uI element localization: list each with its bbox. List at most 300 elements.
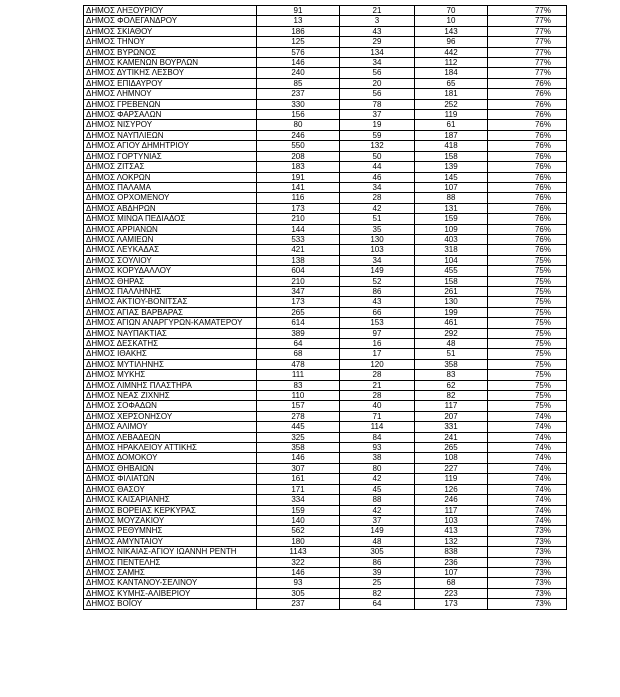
value-cell-1: 576: [257, 47, 340, 57]
table-row: [84, 120, 567, 130]
value-cell-3: 236: [415, 557, 488, 567]
value-cell-1: 305: [257, 588, 340, 598]
percent-cell: 73%: [488, 547, 567, 557]
value-cell-1: 157: [257, 401, 340, 411]
value-cell-3: 159: [415, 214, 488, 224]
municipality-cell: ΔΗΜΟΣ ΚΑΜΕΝΩΝ ΒΟΥΡΛΩΝ: [84, 58, 257, 68]
table-row: [84, 318, 567, 328]
value-cell-2: 50: [340, 151, 415, 161]
value-cell-3: 403: [415, 234, 488, 244]
municipality-cell: ΔΗΜΟΣ ΛΑΜΙΕΩΝ: [84, 234, 257, 244]
table-row: [84, 214, 567, 224]
municipality-cell: ΔΗΜΟΣ ΧΕΡΣΟΝΗΣΟΥ: [84, 411, 257, 421]
value-cell-2: 42: [340, 474, 415, 484]
value-cell-1: 146: [257, 567, 340, 577]
value-cell-2: 97: [340, 328, 415, 338]
percent-cell: 76%: [488, 89, 567, 99]
percent-cell: 74%: [488, 443, 567, 453]
value-cell-2: 86: [340, 557, 415, 567]
percent-cell: 77%: [488, 16, 567, 26]
value-cell-1: 146: [257, 58, 340, 68]
value-cell-1: 334: [257, 495, 340, 505]
municipality-cell: ΔΗΜΟΣ ΛΗΞΟΥΡΙΟΥ: [84, 6, 257, 16]
value-cell-1: 533: [257, 234, 340, 244]
municipality-cell: ΔΗΜΟΣ ΣΟΦΑΔΩΝ: [84, 401, 257, 411]
percent-cell: 76%: [488, 141, 567, 151]
municipality-cell: ΔΗΜΟΣ ΒΟΪΟΥ: [84, 599, 257, 609]
value-cell-3: 117: [415, 401, 488, 411]
percent-cell: 76%: [488, 99, 567, 109]
table-row: [84, 536, 567, 546]
value-cell-1: 85: [257, 78, 340, 88]
value-cell-2: 149: [340, 266, 415, 276]
value-cell-2: 48: [340, 536, 415, 546]
municipality-cell: ΔΗΜΟΣ ΘΗΡΑΣ: [84, 276, 257, 286]
municipality-cell: ΔΗΜΟΣ ΑΒΔΗΡΩΝ: [84, 203, 257, 213]
value-cell-1: 445: [257, 422, 340, 432]
table-row: [84, 484, 567, 494]
value-cell-1: 173: [257, 297, 340, 307]
table-row: [84, 505, 567, 515]
percent-cell: 75%: [488, 391, 567, 401]
table-row: [84, 234, 567, 244]
table-row: [84, 526, 567, 536]
percent-cell: 74%: [488, 484, 567, 494]
value-cell-2: 45: [340, 484, 415, 494]
value-cell-1: 237: [257, 599, 340, 609]
value-cell-2: 93: [340, 443, 415, 453]
percent-cell: 75%: [488, 370, 567, 380]
table-row: [84, 193, 567, 203]
value-cell-3: 246: [415, 495, 488, 505]
percent-cell: 75%: [488, 297, 567, 307]
table-row: [84, 515, 567, 525]
percent-cell: 74%: [488, 463, 567, 473]
value-cell-2: 42: [340, 505, 415, 515]
value-cell-2: 56: [340, 68, 415, 78]
value-cell-2: 34: [340, 58, 415, 68]
value-cell-3: 223: [415, 588, 488, 598]
percent-cell: 75%: [488, 328, 567, 338]
value-cell-1: 116: [257, 193, 340, 203]
percent-cell: 73%: [488, 578, 567, 588]
value-cell-1: 171: [257, 484, 340, 494]
municipality-cell: ΔΗΜΟΣ ΦΙΛΙΑΤΩΝ: [84, 474, 257, 484]
table-row: [84, 557, 567, 567]
value-cell-1: 110: [257, 391, 340, 401]
percent-cell: 73%: [488, 536, 567, 546]
value-cell-3: 130: [415, 297, 488, 307]
value-cell-3: 126: [415, 484, 488, 494]
table-row: [84, 349, 567, 359]
percent-cell: 76%: [488, 234, 567, 244]
municipality-cell: ΔΗΜΟΣ ΤΗΝΟΥ: [84, 37, 257, 47]
value-cell-2: 40: [340, 401, 415, 411]
table-row: [84, 411, 567, 421]
table-row: [84, 339, 567, 349]
percent-cell: 74%: [488, 474, 567, 484]
value-cell-1: 64: [257, 339, 340, 349]
value-cell-1: 307: [257, 463, 340, 473]
value-cell-2: 66: [340, 307, 415, 317]
value-cell-2: 44: [340, 162, 415, 172]
municipality-cell: ΔΗΜΟΣ ΦΑΡΣΑΛΩΝ: [84, 110, 257, 120]
value-cell-2: 88: [340, 495, 415, 505]
value-cell-2: 71: [340, 411, 415, 421]
value-cell-2: 86: [340, 286, 415, 296]
value-cell-3: 117: [415, 505, 488, 515]
value-cell-2: 46: [340, 172, 415, 182]
table-row: [84, 151, 567, 161]
value-cell-1: 278: [257, 411, 340, 421]
municipality-cell: ΔΗΜΟΣ ΚΟΡΥΔΑΛΛΟΥ: [84, 266, 257, 276]
percent-cell: 76%: [488, 245, 567, 255]
municipality-cell: ΔΗΜΟΣ ΛΟΚΡΩΝ: [84, 172, 257, 182]
value-cell-2: 28: [340, 370, 415, 380]
value-cell-1: 358: [257, 443, 340, 453]
value-cell-3: 199: [415, 307, 488, 317]
municipality-cell: ΔΗΜΟΣ ΚΑΙΣΑΡΙΑΝΗΣ: [84, 495, 257, 505]
table-row: [84, 26, 567, 36]
value-cell-3: 88: [415, 193, 488, 203]
table-row: [84, 401, 567, 411]
percent-cell: 77%: [488, 6, 567, 16]
table-row: [84, 58, 567, 68]
table-row: [84, 99, 567, 109]
value-cell-3: 131: [415, 203, 488, 213]
municipality-cell: ΔΗΜΟΣ ΑΚΤΙΟΥ-ΒΟΝΙΤΣΑΣ: [84, 297, 257, 307]
value-cell-3: 83: [415, 370, 488, 380]
value-cell-3: 107: [415, 182, 488, 192]
municipality-cell: ΔΗΜΟΣ ΓΡΕΒΕΝΩΝ: [84, 99, 257, 109]
percent-cell: 76%: [488, 120, 567, 130]
table-row: [84, 110, 567, 120]
table-row: [84, 453, 567, 463]
value-cell-1: 240: [257, 68, 340, 78]
municipality-cell: ΔΗΜΟΣ ΝΙΚΑΙΑΣ-ΑΓΙΟΥ ΙΩΑΝΝΗ ΡΕΝΤΗ: [84, 547, 257, 557]
table-row: [84, 588, 567, 598]
value-cell-3: 261: [415, 286, 488, 296]
table-row: [84, 6, 567, 16]
percent-cell: 76%: [488, 162, 567, 172]
percent-cell: 76%: [488, 78, 567, 88]
percent-cell: 73%: [488, 526, 567, 536]
value-cell-3: 207: [415, 411, 488, 421]
value-cell-3: 158: [415, 276, 488, 286]
value-cell-3: 119: [415, 474, 488, 484]
value-cell-3: 104: [415, 255, 488, 265]
value-cell-3: 139: [415, 162, 488, 172]
municipality-cell: ΔΗΜΟΣ ΘΑΣΟΥ: [84, 484, 257, 494]
value-cell-2: 17: [340, 349, 415, 359]
value-cell-3: 109: [415, 224, 488, 234]
table-row: [84, 224, 567, 234]
municipality-cell: ΔΗΜΟΣ ΑΓΙΩΝ ΑΝΑΡΓΥΡΩΝ-ΚΑΜΑΤΕΡΟΥ: [84, 318, 257, 328]
value-cell-2: 25: [340, 578, 415, 588]
value-cell-1: 186: [257, 26, 340, 36]
value-cell-3: 51: [415, 349, 488, 359]
percent-cell: 77%: [488, 26, 567, 36]
value-cell-2: 21: [340, 380, 415, 390]
value-cell-1: 265: [257, 307, 340, 317]
table-row: [84, 297, 567, 307]
percent-cell: 75%: [488, 359, 567, 369]
value-cell-3: 119: [415, 110, 488, 120]
municipality-cell: ΔΗΜΟΣ ΠΑΛΛΗΝΗΣ: [84, 286, 257, 296]
value-cell-3: 112: [415, 58, 488, 68]
value-cell-3: 252: [415, 99, 488, 109]
value-cell-2: 28: [340, 193, 415, 203]
value-cell-1: 140: [257, 515, 340, 525]
value-cell-2: 64: [340, 599, 415, 609]
table-row: [84, 276, 567, 286]
value-cell-3: 292: [415, 328, 488, 338]
value-cell-2: 20: [340, 78, 415, 88]
table-row: [84, 68, 567, 78]
value-cell-1: 13: [257, 16, 340, 26]
value-cell-2: 134: [340, 47, 415, 57]
percent-cell: 76%: [488, 151, 567, 161]
municipality-cell: ΔΗΜΟΣ ΝΑΥΠΛΙΕΩΝ: [84, 130, 257, 140]
value-cell-3: 96: [415, 37, 488, 47]
value-cell-1: 614: [257, 318, 340, 328]
table-row: [84, 495, 567, 505]
municipality-cell: ΔΗΜΟΣ ΑΓΙΟΥ ΔΗΜΗΤΡΙΟΥ: [84, 141, 257, 151]
table-row: [84, 286, 567, 296]
value-cell-1: 144: [257, 224, 340, 234]
value-cell-1: 389: [257, 328, 340, 338]
value-cell-2: 19: [340, 120, 415, 130]
table-row: [84, 37, 567, 47]
value-cell-1: 80: [257, 120, 340, 130]
value-cell-2: 80: [340, 463, 415, 473]
municipality-cell: ΔΗΜΟΣ ΑΓΙΑΣ ΒΑΡΒΑΡΑΣ: [84, 307, 257, 317]
value-cell-2: 52: [340, 276, 415, 286]
value-cell-2: 56: [340, 89, 415, 99]
value-cell-3: 265: [415, 443, 488, 453]
table-row: [84, 599, 567, 609]
table-row: [84, 432, 567, 442]
percent-cell: 73%: [488, 557, 567, 567]
value-cell-3: 187: [415, 130, 488, 140]
municipality-cell: ΔΗΜΟΣ ΑΛΙΜΟΥ: [84, 422, 257, 432]
value-cell-1: 604: [257, 266, 340, 276]
municipality-cell: ΔΗΜΟΣ ΙΘΑΚΗΣ: [84, 349, 257, 359]
table-body: [84, 6, 567, 610]
municipality-cell: ΔΗΜΟΣ ΣΑΜΗΣ: [84, 567, 257, 577]
percent-cell: 76%: [488, 130, 567, 140]
value-cell-2: 34: [340, 182, 415, 192]
value-cell-1: 1143: [257, 547, 340, 557]
municipality-cell: ΔΗΜΟΣ ΕΠΙΔΑΥΡΟΥ: [84, 78, 257, 88]
percent-cell: 73%: [488, 588, 567, 598]
value-cell-3: 455: [415, 266, 488, 276]
value-cell-1: 210: [257, 214, 340, 224]
value-cell-2: 149: [340, 526, 415, 536]
value-cell-2: 37: [340, 110, 415, 120]
value-cell-1: 237: [257, 89, 340, 99]
municipality-cell: ΔΗΜΟΣ ΒΟΡΕΙΑΣ ΚΕΡΚΥΡΑΣ: [84, 505, 257, 515]
value-cell-1: 125: [257, 37, 340, 47]
table-row: [84, 141, 567, 151]
value-cell-3: 107: [415, 567, 488, 577]
value-cell-2: 153: [340, 318, 415, 328]
table-row: [84, 474, 567, 484]
table-row: [84, 245, 567, 255]
value-cell-2: 114: [340, 422, 415, 432]
percent-cell: 77%: [488, 37, 567, 47]
municipality-cell: ΔΗΜΟΣ ΔΕΣΚΑΤΗΣ: [84, 339, 257, 349]
percent-cell: 76%: [488, 193, 567, 203]
percent-cell: 76%: [488, 203, 567, 213]
value-cell-2: 120: [340, 359, 415, 369]
table-row: [84, 172, 567, 182]
table-row: [84, 443, 567, 453]
value-cell-3: 143: [415, 26, 488, 36]
percent-cell: 75%: [488, 349, 567, 359]
percent-cell: 75%: [488, 266, 567, 276]
percent-cell: 77%: [488, 68, 567, 78]
percent-cell: 75%: [488, 276, 567, 286]
municipality-cell: ΔΗΜΟΣ ΦΟΛΕΓΑΝΔΡΟΥ: [84, 16, 257, 26]
municipality-cell: ΔΗΜΟΣ ΜΥΚΗΣ: [84, 370, 257, 380]
value-cell-3: 838: [415, 547, 488, 557]
municipality-cell: ΔΗΜΟΣ ΖΙΤΣΑΣ: [84, 162, 257, 172]
percent-cell: 76%: [488, 172, 567, 182]
percent-cell: 74%: [488, 453, 567, 463]
value-cell-2: 132: [340, 141, 415, 151]
value-cell-2: 16: [340, 339, 415, 349]
value-cell-2: 43: [340, 297, 415, 307]
value-cell-2: 37: [340, 515, 415, 525]
value-cell-2: 59: [340, 130, 415, 140]
percent-cell: 77%: [488, 58, 567, 68]
value-cell-1: 111: [257, 370, 340, 380]
value-cell-2: 305: [340, 547, 415, 557]
value-cell-2: 78: [340, 99, 415, 109]
percent-cell: 74%: [488, 422, 567, 432]
value-cell-3: 418: [415, 141, 488, 151]
value-cell-3: 331: [415, 422, 488, 432]
municipality-cell: ΔΗΜΟΣ ΝΙΣΥΡΟΥ: [84, 120, 257, 130]
percent-cell: 76%: [488, 182, 567, 192]
value-cell-1: 156: [257, 110, 340, 120]
municipality-cell: ΔΗΜΟΣ ΛΗΜΝΟΥ: [84, 89, 257, 99]
municipality-cell: ΔΗΜΟΣ ΜΙΝΩΑ ΠΕΔΙΑΔΟΣ: [84, 214, 257, 224]
value-cell-2: 28: [340, 391, 415, 401]
municipality-cell: ΔΗΜΟΣ ΑΜΥΝΤΑΙΟΥ: [84, 536, 257, 546]
value-cell-1: 159: [257, 505, 340, 515]
table-row: [84, 370, 567, 380]
value-cell-2: 42: [340, 203, 415, 213]
value-cell-3: 103: [415, 515, 488, 525]
value-cell-3: 358: [415, 359, 488, 369]
value-cell-1: 141: [257, 182, 340, 192]
percent-cell: 74%: [488, 495, 567, 505]
value-cell-1: 325: [257, 432, 340, 442]
value-cell-3: 61: [415, 120, 488, 130]
value-cell-2: 3: [340, 16, 415, 26]
municipality-cell: ΔΗΜΟΣ ΝΑΥΠΑΚΤΙΑΣ: [84, 328, 257, 338]
percent-cell: 75%: [488, 307, 567, 317]
percent-cell: 76%: [488, 224, 567, 234]
municipality-cell: ΔΗΜΟΣ ΒΥΡΩΝΟΣ: [84, 47, 257, 57]
value-cell-1: 91: [257, 6, 340, 16]
value-cell-3: 241: [415, 432, 488, 442]
value-cell-2: 82: [340, 588, 415, 598]
value-cell-1: 562: [257, 526, 340, 536]
value-cell-3: 145: [415, 172, 488, 182]
value-cell-2: 103: [340, 245, 415, 255]
table-row: [84, 547, 567, 557]
municipality-cell: ΔΗΜΟΣ ΠΕΝΤΕΛΗΣ: [84, 557, 257, 567]
value-cell-1: 146: [257, 453, 340, 463]
municipality-cell: ΔΗΜΟΣ ΣΟΥΛΙΟΥ: [84, 255, 257, 265]
table-row: [84, 380, 567, 390]
value-cell-3: 173: [415, 599, 488, 609]
table-row: [84, 391, 567, 401]
municipality-cell: ΔΗΜΟΣ ΣΚΙΑΘΟΥ: [84, 26, 257, 36]
table-row: [84, 130, 567, 140]
municipality-cell: ΔΗΜΟΣ ΛΕΥΚΑΔΑΣ: [84, 245, 257, 255]
municipality-cell: ΔΗΜΟΣ ΔΥΤΙΚΗΣ ΛΕΣΒΟΥ: [84, 68, 257, 78]
value-cell-2: 21: [340, 6, 415, 16]
value-cell-1: 68: [257, 349, 340, 359]
value-cell-3: 158: [415, 151, 488, 161]
value-cell-1: 180: [257, 536, 340, 546]
municipality-cell: ΔΗΜΟΣ ΠΑΛΑΜΑ: [84, 182, 257, 192]
value-cell-1: 191: [257, 172, 340, 182]
value-cell-2: 51: [340, 214, 415, 224]
table-row: [84, 359, 567, 369]
table-row: [84, 578, 567, 588]
percent-cell: 74%: [488, 515, 567, 525]
value-cell-1: 478: [257, 359, 340, 369]
value-cell-1: 550: [257, 141, 340, 151]
table-row: [84, 78, 567, 88]
percent-cell: 75%: [488, 401, 567, 411]
value-cell-3: 227: [415, 463, 488, 473]
value-cell-2: 35: [340, 224, 415, 234]
value-cell-2: 34: [340, 255, 415, 265]
table-row: [84, 162, 567, 172]
table-row: [84, 47, 567, 57]
value-cell-1: 183: [257, 162, 340, 172]
percent-cell: 76%: [488, 110, 567, 120]
value-cell-1: 83: [257, 380, 340, 390]
table-row: [84, 463, 567, 473]
municipality-cell: ΔΗΜΟΣ ΘΗΒΑΙΩΝ: [84, 463, 257, 473]
value-cell-1: 210: [257, 276, 340, 286]
table-row: [84, 255, 567, 265]
percent-cell: 77%: [488, 47, 567, 57]
municipality-cell: ΔΗΜΟΣ ΜΟΥΖΑΚΙΟΥ: [84, 515, 257, 525]
value-cell-2: 130: [340, 234, 415, 244]
value-cell-3: 70: [415, 6, 488, 16]
value-cell-3: 184: [415, 68, 488, 78]
municipality-cell: ΔΗΜΟΣ ΚΑΝΤΑΝΟΥ-ΣΕΛΙΝΟΥ: [84, 578, 257, 588]
value-cell-3: 62: [415, 380, 488, 390]
value-cell-3: 108: [415, 453, 488, 463]
value-cell-1: 173: [257, 203, 340, 213]
percent-cell: 75%: [488, 255, 567, 265]
value-cell-3: 132: [415, 536, 488, 546]
percent-cell: 76%: [488, 214, 567, 224]
percent-cell: 75%: [488, 380, 567, 390]
value-cell-3: 442: [415, 47, 488, 57]
municipality-cell: ΔΗΜΟΣ ΑΡΡΙΑΝΩΝ: [84, 224, 257, 234]
table-row: [84, 203, 567, 213]
